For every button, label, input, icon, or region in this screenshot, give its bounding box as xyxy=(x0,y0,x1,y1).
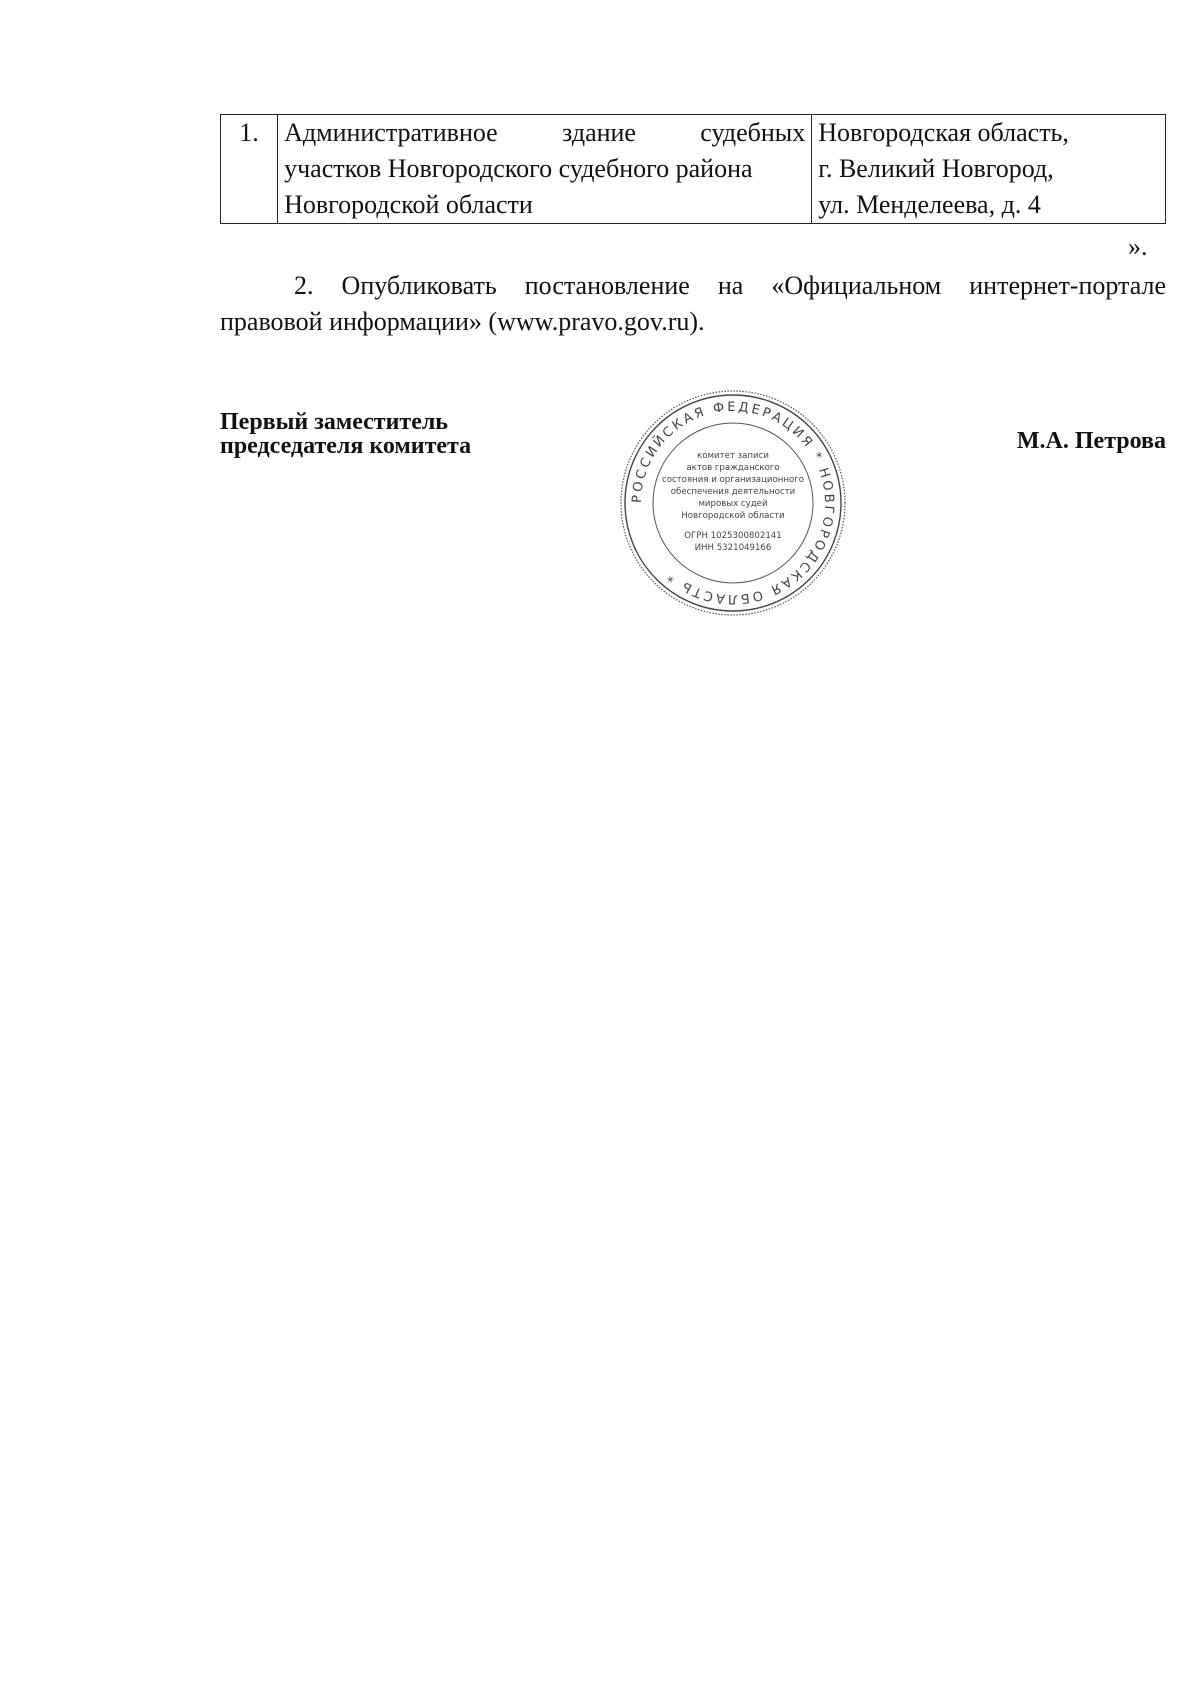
object-name-line: Новгородской области xyxy=(284,190,533,219)
svg-text:комитет записи: комитет записи xyxy=(697,451,769,461)
address-line: г. Великий Новгород, xyxy=(818,154,1054,183)
paragraph-publish: 2. Опубликовать постановление на «Официальном интернет-портале правовой информации» (www.pravo.gov.ru). xyxy=(220,271,1166,336)
svg-text:мировых судей: мировых судей xyxy=(698,499,768,509)
object-address-cell xyxy=(812,115,1166,224)
object-name-line: участков Новгородского судебного района xyxy=(284,154,753,183)
address-line: ул. Менделеева, д. 4 xyxy=(818,190,1041,219)
svg-text:обеспечения деятельности: обеспечения деятельности xyxy=(670,487,796,497)
table-row xyxy=(221,115,1166,224)
object-name-line: Административное здание судебных xyxy=(284,118,806,147)
row-number: 1. xyxy=(221,115,278,224)
svg-text:актов гражданского: актов гражданского xyxy=(686,463,780,473)
object-name-cell xyxy=(278,115,812,224)
svg-text:ИНН 5321049166: ИНН 5321049166 xyxy=(694,543,772,553)
svg-text:Новгородской области: Новгородской области xyxy=(681,511,785,521)
svg-text:состояния и организационного: состояния и организационного xyxy=(661,475,805,485)
signatory-name: М.А. Петрова xyxy=(1016,428,1166,454)
seal-center-text xyxy=(662,451,804,553)
signatory-title-line: Первый заместитель xyxy=(220,409,448,435)
seal-ring-text: РОССИЙСКАЯ ФЕДЕРАЦИЯ * НОВГОРОДСКАЯ ОБЛАСТЬ * xyxy=(629,399,837,607)
signatory-title-line: председателя комитета xyxy=(220,433,472,459)
closing-quote: ». xyxy=(1128,232,1148,261)
signatory-title xyxy=(220,410,471,458)
address-line: Новгородская область, xyxy=(818,118,1069,147)
objects-table xyxy=(220,114,1166,224)
official-seal xyxy=(618,388,848,618)
svg-text:ОГРН 1025300802141: ОГРН 1025300802141 xyxy=(684,531,782,541)
